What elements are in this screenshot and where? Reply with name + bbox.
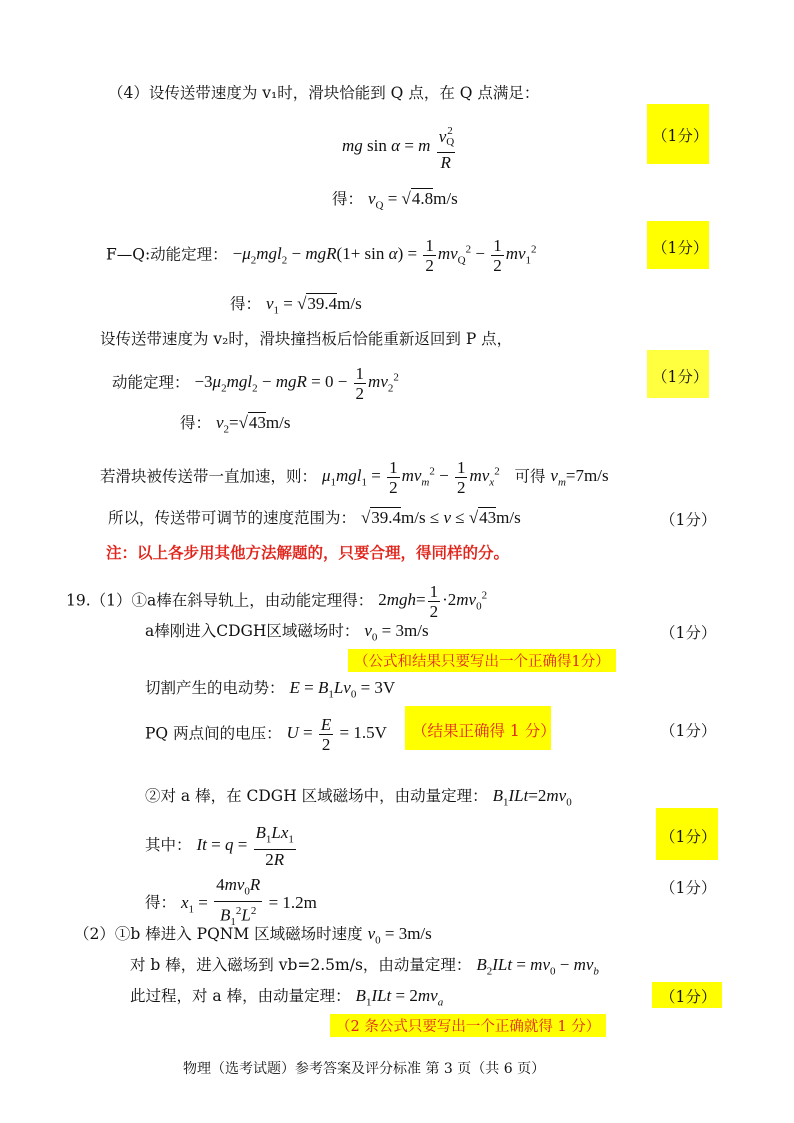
score-3: （1分） — [652, 368, 709, 386]
q2-label: （2）①b 棒进入 PQNM 区域磁场时速度 — [74, 925, 363, 943]
get-label: 得： — [332, 190, 364, 208]
get-label: 得： — [230, 295, 262, 313]
q19-1-label: 19.（1）①a棒在斜导轨上，由动能定理得： — [66, 591, 374, 610]
score-2: （1分） — [652, 239, 709, 257]
get-label: 得： — [145, 893, 177, 912]
pq-line: PQ 两点间的电压： U = $\frac{E}{2}$ = 1.5V — [145, 715, 387, 754]
result-vq: 得： $v_Q = √4.8m/s$ — [332, 189, 458, 212]
momentum-line: ②对 a 棒，在 CDGH 区域磁场中，由动量定理： $B_1ILt=2mv_0$ — [145, 786, 572, 809]
eq-ke: 动能定理： $-3\mu_2mgl_2$ − mgR = 0 − $\frac{1}{2}$ $mv_2^2$ — [112, 364, 399, 403]
b-momentum-line: 对 b 棒，进入磁场到 vb=2.5m/s，由动量定理： $B_2ILt = mv_0 - mv_b$ — [130, 955, 599, 978]
q2-line: （2）①b 棒进入 PQNM 区域磁场时速度 $v_0 = 3m/s$ — [74, 924, 432, 947]
momentum-label: ②对 a 棒，在 CDGH 区域磁场中，由动量定理： — [145, 787, 488, 805]
a-enter-line: a棒刚进入CDGH区域磁场时： $v_0 = 3m/s$ — [145, 621, 429, 644]
a-enter-label: a棒刚进入CDGH区域磁场时： — [145, 622, 360, 640]
emf-line: 切割产生的电动势： $E = B_1Lv_0 = 3V$ — [145, 678, 396, 701]
fq-label: F—Q:动能定理： — [106, 245, 228, 264]
can-get-label: 可得 — [514, 467, 546, 486]
range-label: 所以，传送带可调节的速度范围为： — [108, 509, 357, 527]
score-9: （1分） — [660, 988, 717, 1006]
score-5: （1分） — [660, 624, 717, 642]
note-result-correct: （结果正确得 1 分） — [412, 722, 556, 740]
eq-fq: F—Q:动能定理： $-\mu_2mgl_2 - mgR(1+ \sin \alpha)$ = $\frac{1}{2}$ $mv_Q^2$ − $\frac{1}{2}$ $mv_1^2$ — [106, 236, 537, 275]
b-momentum-label: 对 b 棒，进入磁场到 vb=2.5m/s，由动量定理： — [130, 956, 472, 974]
result-v1: 得： $v_1 = √39.4m/s$ — [230, 294, 362, 317]
accel-label: 若滑块被传送带一直加速，则： — [100, 467, 318, 486]
eq-accel: 若滑块被传送带一直加速，则： $\mu_1mgl_1$ = $\frac{1}{2}$ $mv_m^2$ − $\frac{1}{2}$ $mv_x^2$ 可得 $v_m=7m/s$ — [100, 458, 609, 497]
emf-label: 切割产生的电动势： — [145, 679, 285, 697]
q19-1-line: 19.（1）①a棒在斜导轨上，由动能定理得： 2mgh= $\frac{1}{2}$ $\cdot 2mv_0^2$ — [66, 582, 488, 621]
page-footer: 物理（选考试题）参考答案及评分标准 第 3 页（共 6 页） — [183, 1061, 546, 1077]
among-label: 其中： — [145, 836, 192, 855]
score-4: （1分） — [660, 511, 717, 529]
a-momentum-label: 此过程，对 a 棒，由动量定理： — [130, 987, 351, 1005]
red-note: 注：以上各步用其他方法解题的，只要合理，得同样的分。 — [106, 543, 510, 562]
v2-intro: 设传送带速度为 v₂时，滑块撞挡板后恰能重新返回到 P 点， — [100, 330, 513, 348]
score-8: （1分） — [660, 879, 717, 897]
eq-range: 所以，传送带可调节的速度范围为： √39.4m/s ≤ v ≤ √43m/s — [108, 508, 521, 527]
q4-intro: （4）设传送带速度为 v₁时，滑块恰能到 Q 点，在 Q 点满足： — [108, 84, 540, 102]
ke-label: 动能定理： — [112, 373, 190, 392]
a-momentum-line: 此过程，对 a 棒，由动量定理： $B_1ILt = 2mv_a$ — [130, 986, 444, 1009]
among-line: 其中： It = q = $\frac{B_1Lx_1}{2R}$ — [145, 823, 294, 870]
result-v2: 得： $v_2=√43m/s$ — [180, 413, 291, 436]
pq-label: PQ 两点间的电压： — [145, 724, 282, 743]
eq-centripetal: mg sin α = m $\frac{v_Q^2}{R}$ — [342, 122, 457, 172]
score-6: （1分） — [660, 722, 717, 740]
note-two-formulas: （2 条公式只要写出一个正确就得 1 分） — [330, 1014, 606, 1037]
note-formula-result: （公式和结果只要写出一个正确得1分） — [348, 649, 616, 672]
get-label: 得： — [180, 414, 212, 432]
x1-line: 得： $x_1$ = $\frac{4mv_0R}{B_1^2L^2}$ = 1.2m — [145, 875, 317, 929]
score-1: （1分） — [652, 127, 709, 145]
score-7: （1分） — [660, 828, 717, 846]
